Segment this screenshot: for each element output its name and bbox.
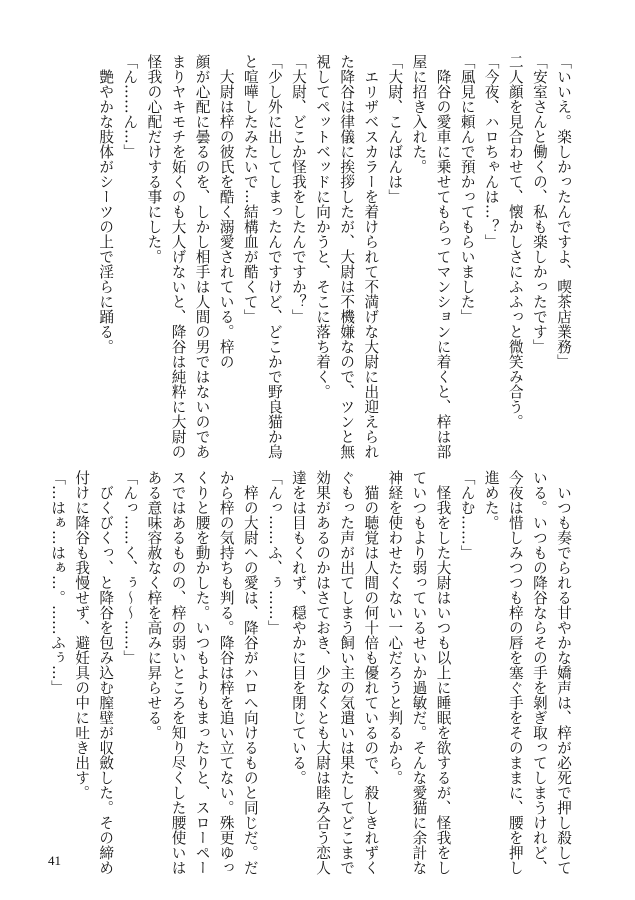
text-line: 「大尉、こんばんは」: [386, 54, 404, 204]
text-line: 効果があるのかはさておき、少なくとも大尉は睦み合う恋人: [314, 470, 332, 875]
text-line: スではあるものの、梓の弱いところを知り尽くした腰使いは: [169, 470, 187, 875]
text-line: 「んむ……」: [458, 470, 476, 560]
text-line: 「大尉、どこか怪我をしたんですか？」: [289, 54, 307, 324]
text-line: 艶やかな肢体がシーツの上で淫らに踊る。: [97, 54, 115, 354]
text-line: ていつもより弱っているせいか過敏だ。そんな愛猫に余計な: [410, 470, 428, 875]
text-line: 「風見に頼んで預かってもらいました」: [458, 54, 476, 324]
text-line: 「今夜、ハロちゃんは…？」: [482, 54, 500, 249]
text-line: 二人顔を見合わせて、懐かしさにふふっと微笑み合う。: [506, 54, 524, 429]
text-line: 今夜は惜しみつつも梓の唇を塞ぐ手をそのままに、腰を押し: [506, 470, 524, 875]
text-line: 顔が心配に曇るのを、しかし相手は人間の男ではないのであ: [193, 54, 211, 459]
text-line: まりヤキモチを妬くのも大人げないと、降谷は純粋に大尉の: [169, 54, 187, 459]
text-line: 「んっ……ふ、ぅ……」: [265, 470, 283, 635]
text-line: 「安室さんと働くの、私も楽しかったです」: [530, 54, 548, 354]
text-line: 「いいえ。楽しかったんですよ、喫茶店業務」: [555, 54, 572, 369]
text-line: と喧嘩したみたいで…結構血が酷くて」: [241, 54, 259, 324]
text-line: 大尉は梓の彼氏を酷く溺愛されている。梓の: [217, 54, 235, 369]
text-line: 「少し外に出してしまったんですけど、どこかで野良猫か烏: [265, 54, 283, 459]
text-line: エリザベスカラーを着けられて不満げな大尉に出迎えられ: [362, 54, 380, 459]
text-line: いる。いつもの降谷ならその手を剝ぎ取ってしまうけれど、: [530, 470, 548, 875]
text-line: 降谷の愛車に乗せてもらってマンションに着くと、梓は部: [434, 54, 452, 459]
text-line: 視してペットベッドに向かうと、そこに落ち着く。: [314, 54, 332, 399]
text-line: 怪我の心配だけする事にした。: [145, 54, 163, 264]
text-line: 付けに降谷も我慢せず、避妊具の中に吐き出す。: [73, 470, 91, 800]
text-line: ある意味容赦なく梓を高みに昇らせる。: [145, 470, 163, 740]
text-line: 「んっ……く、ぅ〜〜……」: [121, 470, 139, 665]
text-line: 屋に招き入れた。: [410, 54, 428, 174]
text-line: 達をは目もくれず、穏やかに目を閉じている。: [289, 470, 307, 785]
text-line: から梓の気持ちも判る。降谷は梓を追い立てない。殊更ゆっ: [217, 470, 235, 875]
text-line: た降谷は律儀に挨拶したが、大尉は不機嫌なので、ツンと無: [338, 54, 356, 459]
text-line: 猫の聴覚は人間の何十倍も優れているので、殺しきれずく: [362, 470, 380, 875]
text-line: 「ん……ん…」: [121, 54, 139, 159]
text-line: くりと腰を動かした。いつもよりもまったりと、スローペー: [193, 470, 211, 875]
page-number: 41: [48, 853, 61, 868]
upper-text-block: [55, 54, 575, 459]
text-line: 梓の大尉への愛は、降谷がハロへ向けるものと同じだ。だ: [241, 470, 259, 875]
text-line: びくびくっ、と降谷を包み込む膣壁が収斂した。その締め: [97, 470, 115, 875]
text-line: ぐもった声が出てしまう飼い主の気遣いは果たしてどこまで: [338, 470, 356, 875]
text-line: 進めた。: [482, 470, 500, 530]
text-line: 怪我をした大尉はいつも以上に睡眠を欲するが、怪我をし: [434, 470, 452, 875]
text-line: いつも奏でられる甘やかな嬌声は、梓が必死で押し殺して: [555, 470, 572, 875]
text-line: 神経を使わせたくない一心だろうと判るから。: [386, 470, 404, 785]
text-line: 「…はぁ…はぁ…。……ふぅ…」: [49, 470, 67, 695]
